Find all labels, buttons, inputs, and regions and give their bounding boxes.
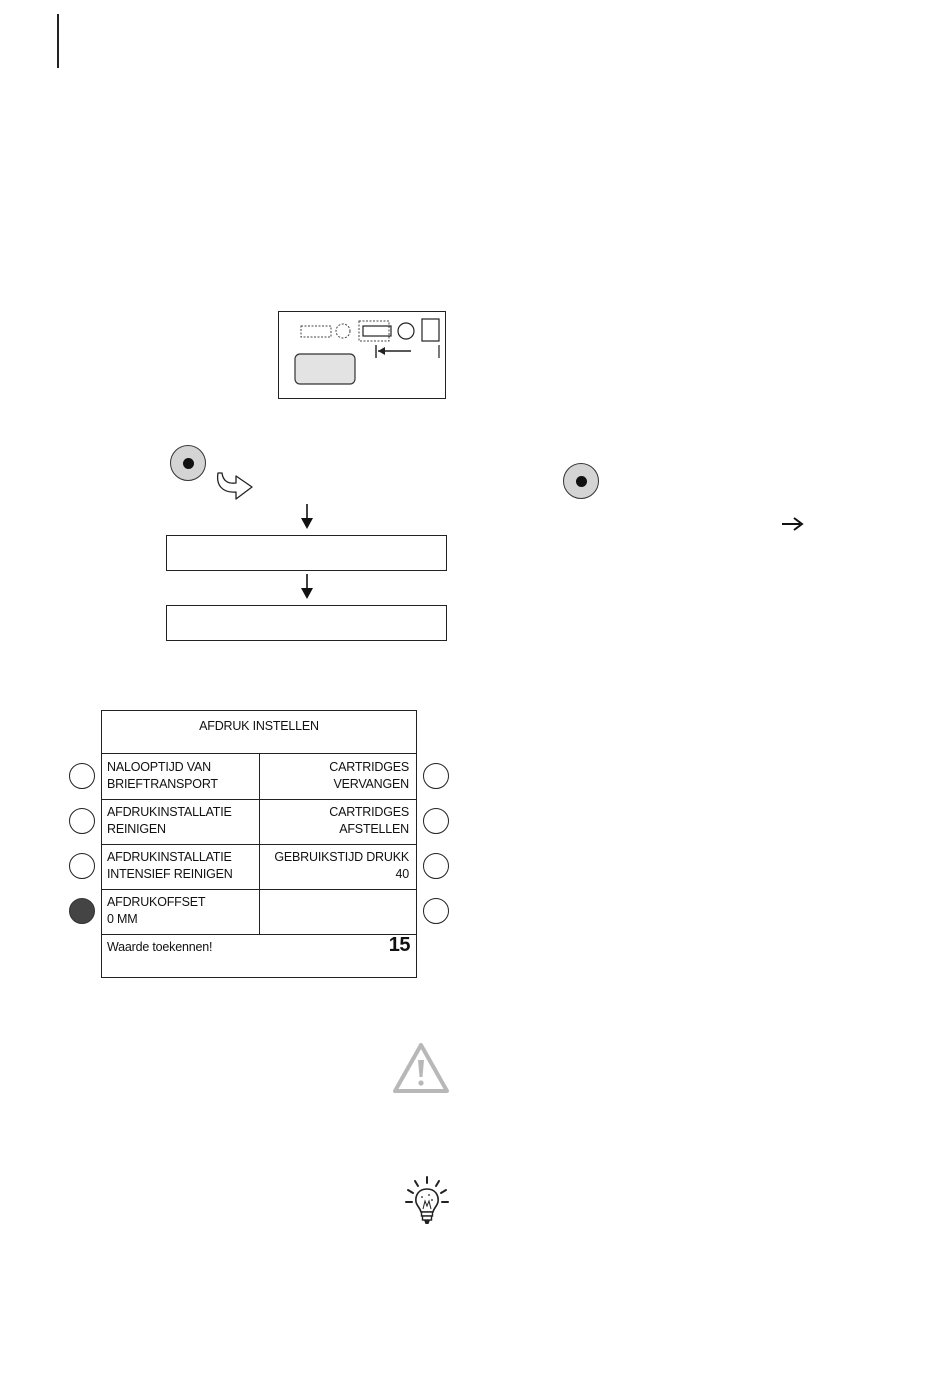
menu-item-left-4[interactable]: AFDRUKOFFSET 0 MM	[102, 889, 260, 934]
control-panel-illustration	[278, 311, 446, 399]
curved-arrow-right-icon	[214, 471, 256, 503]
menu-item-left-1[interactable]: NALOOPTIJD VAN BRIEFTRANSPORT	[102, 754, 260, 799]
menu-item-left-3[interactable]: AFDRUKINSTALLATIE INTENSIEF REINIGEN	[102, 844, 260, 889]
menu-item-right-4[interactable]	[260, 889, 416, 934]
display-screen	[101, 710, 417, 978]
menu-row-1	[102, 754, 416, 800]
arrow-down-icon	[300, 574, 314, 600]
menu-row-2	[102, 799, 416, 845]
right-soft-key-2[interactable]	[423, 808, 449, 834]
menu-row-4	[102, 889, 416, 935]
arrow-down-icon	[300, 504, 314, 530]
menu-item-right-2[interactable]: CARTRIDGES AFSTELLEN	[329, 805, 409, 836]
control-panel-diagram-icon	[279, 312, 447, 400]
flow-step-box-2	[166, 605, 447, 641]
left-soft-key-2[interactable]	[69, 808, 95, 834]
flow-step-box-1	[166, 535, 447, 571]
menu-item-right-1[interactable]: CARTRIDGES VERVANGEN	[329, 760, 409, 791]
arrow-right-icon	[780, 516, 806, 532]
menu-row-3	[102, 844, 416, 890]
round-key-button-icon[interactable]	[563, 463, 599, 499]
status-value: 15	[388, 934, 410, 956]
left-soft-key-1[interactable]	[69, 763, 95, 789]
page-margin-rule	[57, 14, 59, 68]
right-soft-key-1[interactable]	[423, 763, 449, 789]
menu-item-left-2[interactable]: AFDRUKINSTALLATIE REINIGEN	[102, 799, 260, 844]
round-key-button-icon[interactable]	[170, 445, 206, 481]
menu-item-right-3[interactable]: GEBRUIKSTIJD DRUKK 40	[274, 850, 409, 881]
right-soft-key-4[interactable]	[423, 898, 449, 924]
screen-title: AFDRUK INSTELLEN	[102, 711, 416, 754]
status-message: Waarde toekennen!	[107, 940, 213, 954]
lightbulb-icon	[403, 1175, 451, 1227]
warning-triangle-icon	[391, 1041, 451, 1095]
left-soft-key-4-active[interactable]	[69, 898, 95, 924]
left-soft-key-3[interactable]	[69, 853, 95, 879]
right-soft-key-3[interactable]	[423, 853, 449, 879]
